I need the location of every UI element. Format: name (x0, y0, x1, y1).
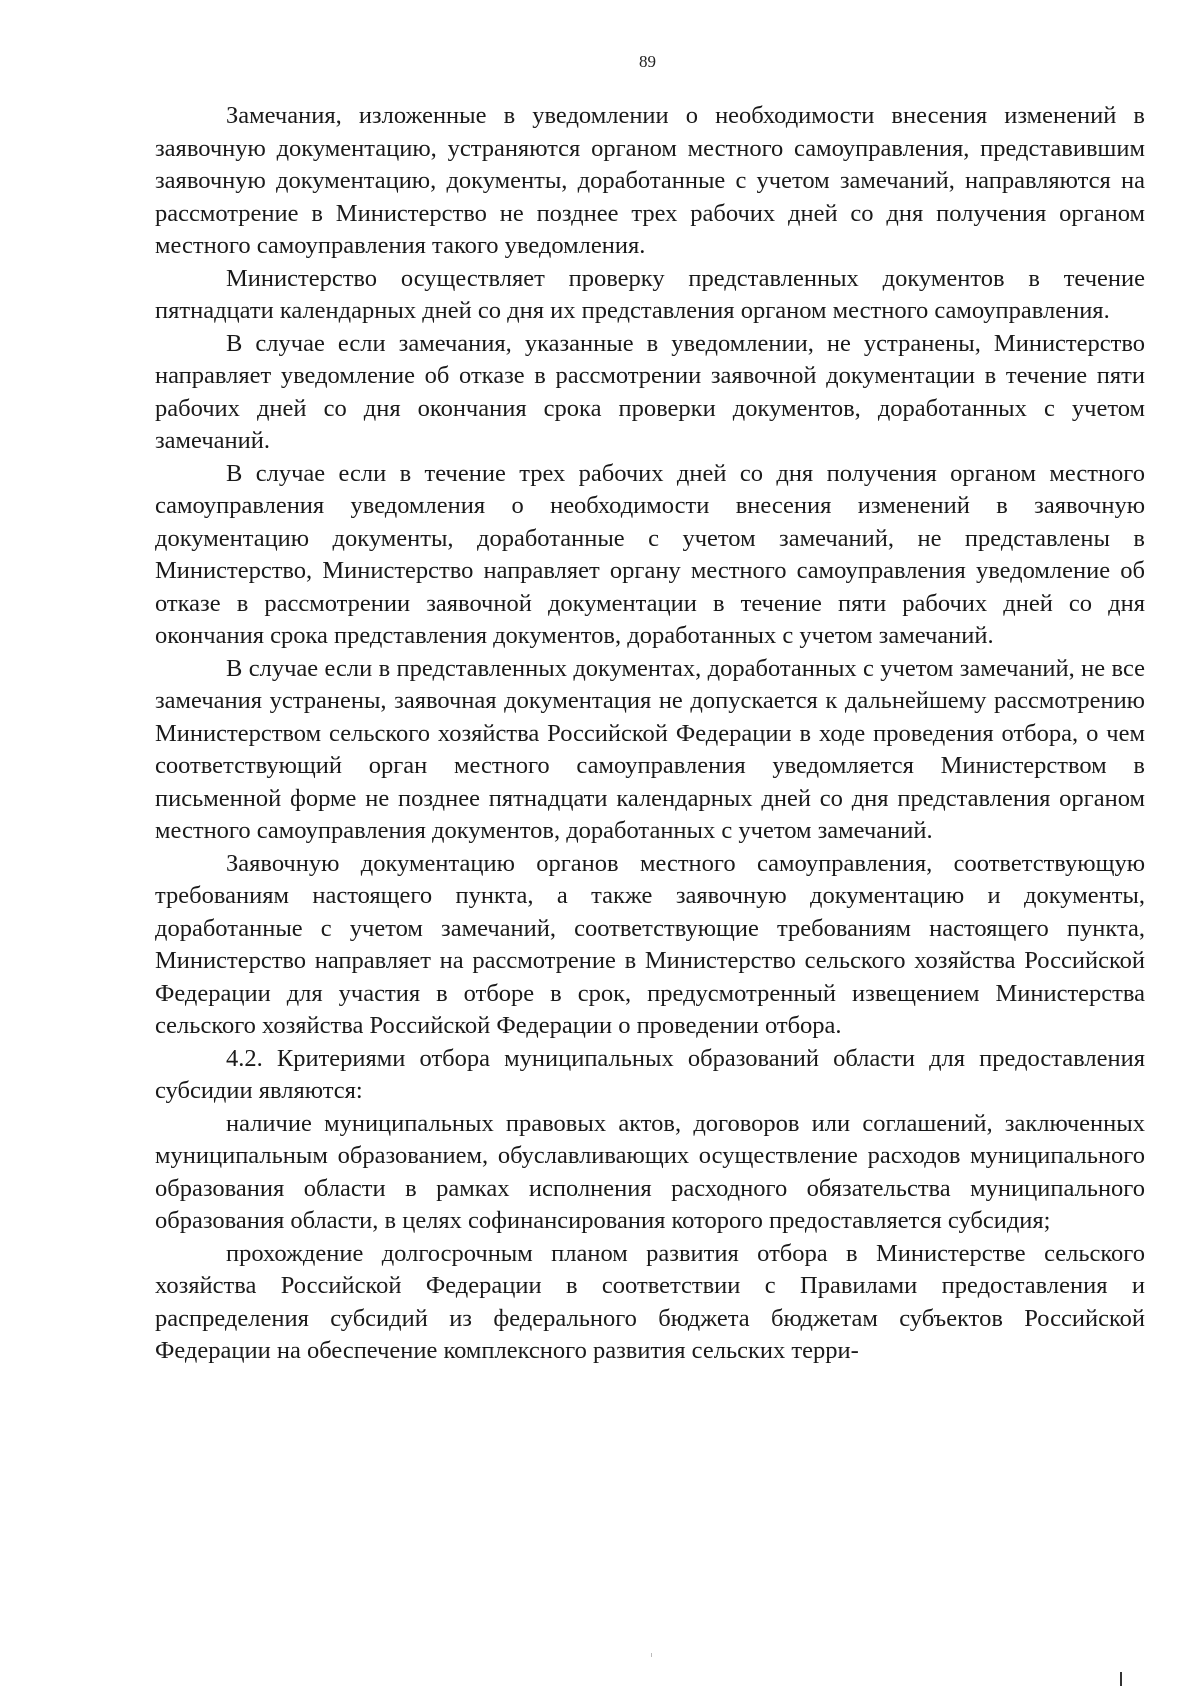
paragraph: В случае если в представленных документах, доработанных с учетом замечаний, не все замечания устранены, заявочная документация не допускается к дальнейшему рассмотрению Министерством сельского хозяйства Российской Федерации в ходе проведения отбора, о чем соответствующий орган местного самоуправления уведомляется Министерством в письменной форме не позднее пятнадцати календарных дней со дня представления органом местного самоуправления документов, доработанных с учетом замечаний. (155, 654, 1145, 844)
paragraph: Заявочную документацию органов местного самоуправления, соответствующую требованиям настоящего пункта, а также заявочную документацию и документы, доработанные с учетом замечаний, соответствующие требованиям настоящего пункта, Министерство направляет на рассмотрение в Министерство сельского хозяйства Российской Федерации для участия в отборе в срок, предусмотренный извещением Министерства сельского хозяйства Российской Федерации о проведении отбора. (155, 849, 1145, 1039)
scan-artifact (651, 1653, 652, 1657)
page-number: 89 (639, 52, 656, 71)
paragraph: наличие муниципальных правовых актов, договоров или соглашений, заключенных муниципальным образованием, обуславливающих осуществление расходов муниципального образования области в рамках исполнения расходного обязательства муниципального образования области, в целях софинансирования которого предоставляется субсидия; (155, 1109, 1145, 1234)
paragraph: В случае если в течение трех рабочих дней со дня получения органом местного самоуправления уведомления о необходимости внесения изменений в заявочную документацию документы, доработанные с учетом замечаний, не представлены в Министерство, Министерство направляет органу местного самоуправления уведомление об отказе в рассмотрении заявочной документации в течение пяти рабочих дней со дня окончания срока представления документов, доработанных с учетом замечаний. (155, 459, 1145, 649)
scan-margin-mark (1120, 1672, 1122, 1686)
paragraph: прохождение долгосрочным планом развития отбора в Министерстве сельского хозяйства Российской Федерации в соответствии с Правилами предоставления и распределения субсидий из федерального бюджета бюджетам субъектов Российской Федерации на обеспечение комплексного развития сельских терри- (155, 1239, 1145, 1364)
paragraph: Замечания, изложенные в уведомлении о необходимости внесения изменений в заявочную документацию, устраняются органом местного самоуправления, представившим заявочную документацию, документы, доработанные с учетом замечаний, направляются на рассмотрение в Министерство не позднее трех рабочих дней со дня получения органом местного самоуправления такого уведомления. (155, 102, 1145, 259)
document-body (155, 100, 1145, 1368)
paragraph: Министерство осуществляет проверку представленных документов в течение пятнадцати календарных дней со дня их представления органом местного самоуправления. (155, 264, 1145, 324)
paragraph: В случае если замечания, указанные в уведомлении, не устранены, Министерство направляет уведомление об отказе в рассмотрении заявочной документации в течение пяти рабочих дней со дня окончания срока проверки документов, доработанных с учетом замечаний. (155, 329, 1145, 454)
paragraph: 4.2. Критериями отбора муниципальных образований области для предоставления субсидии являются: (155, 1044, 1145, 1104)
